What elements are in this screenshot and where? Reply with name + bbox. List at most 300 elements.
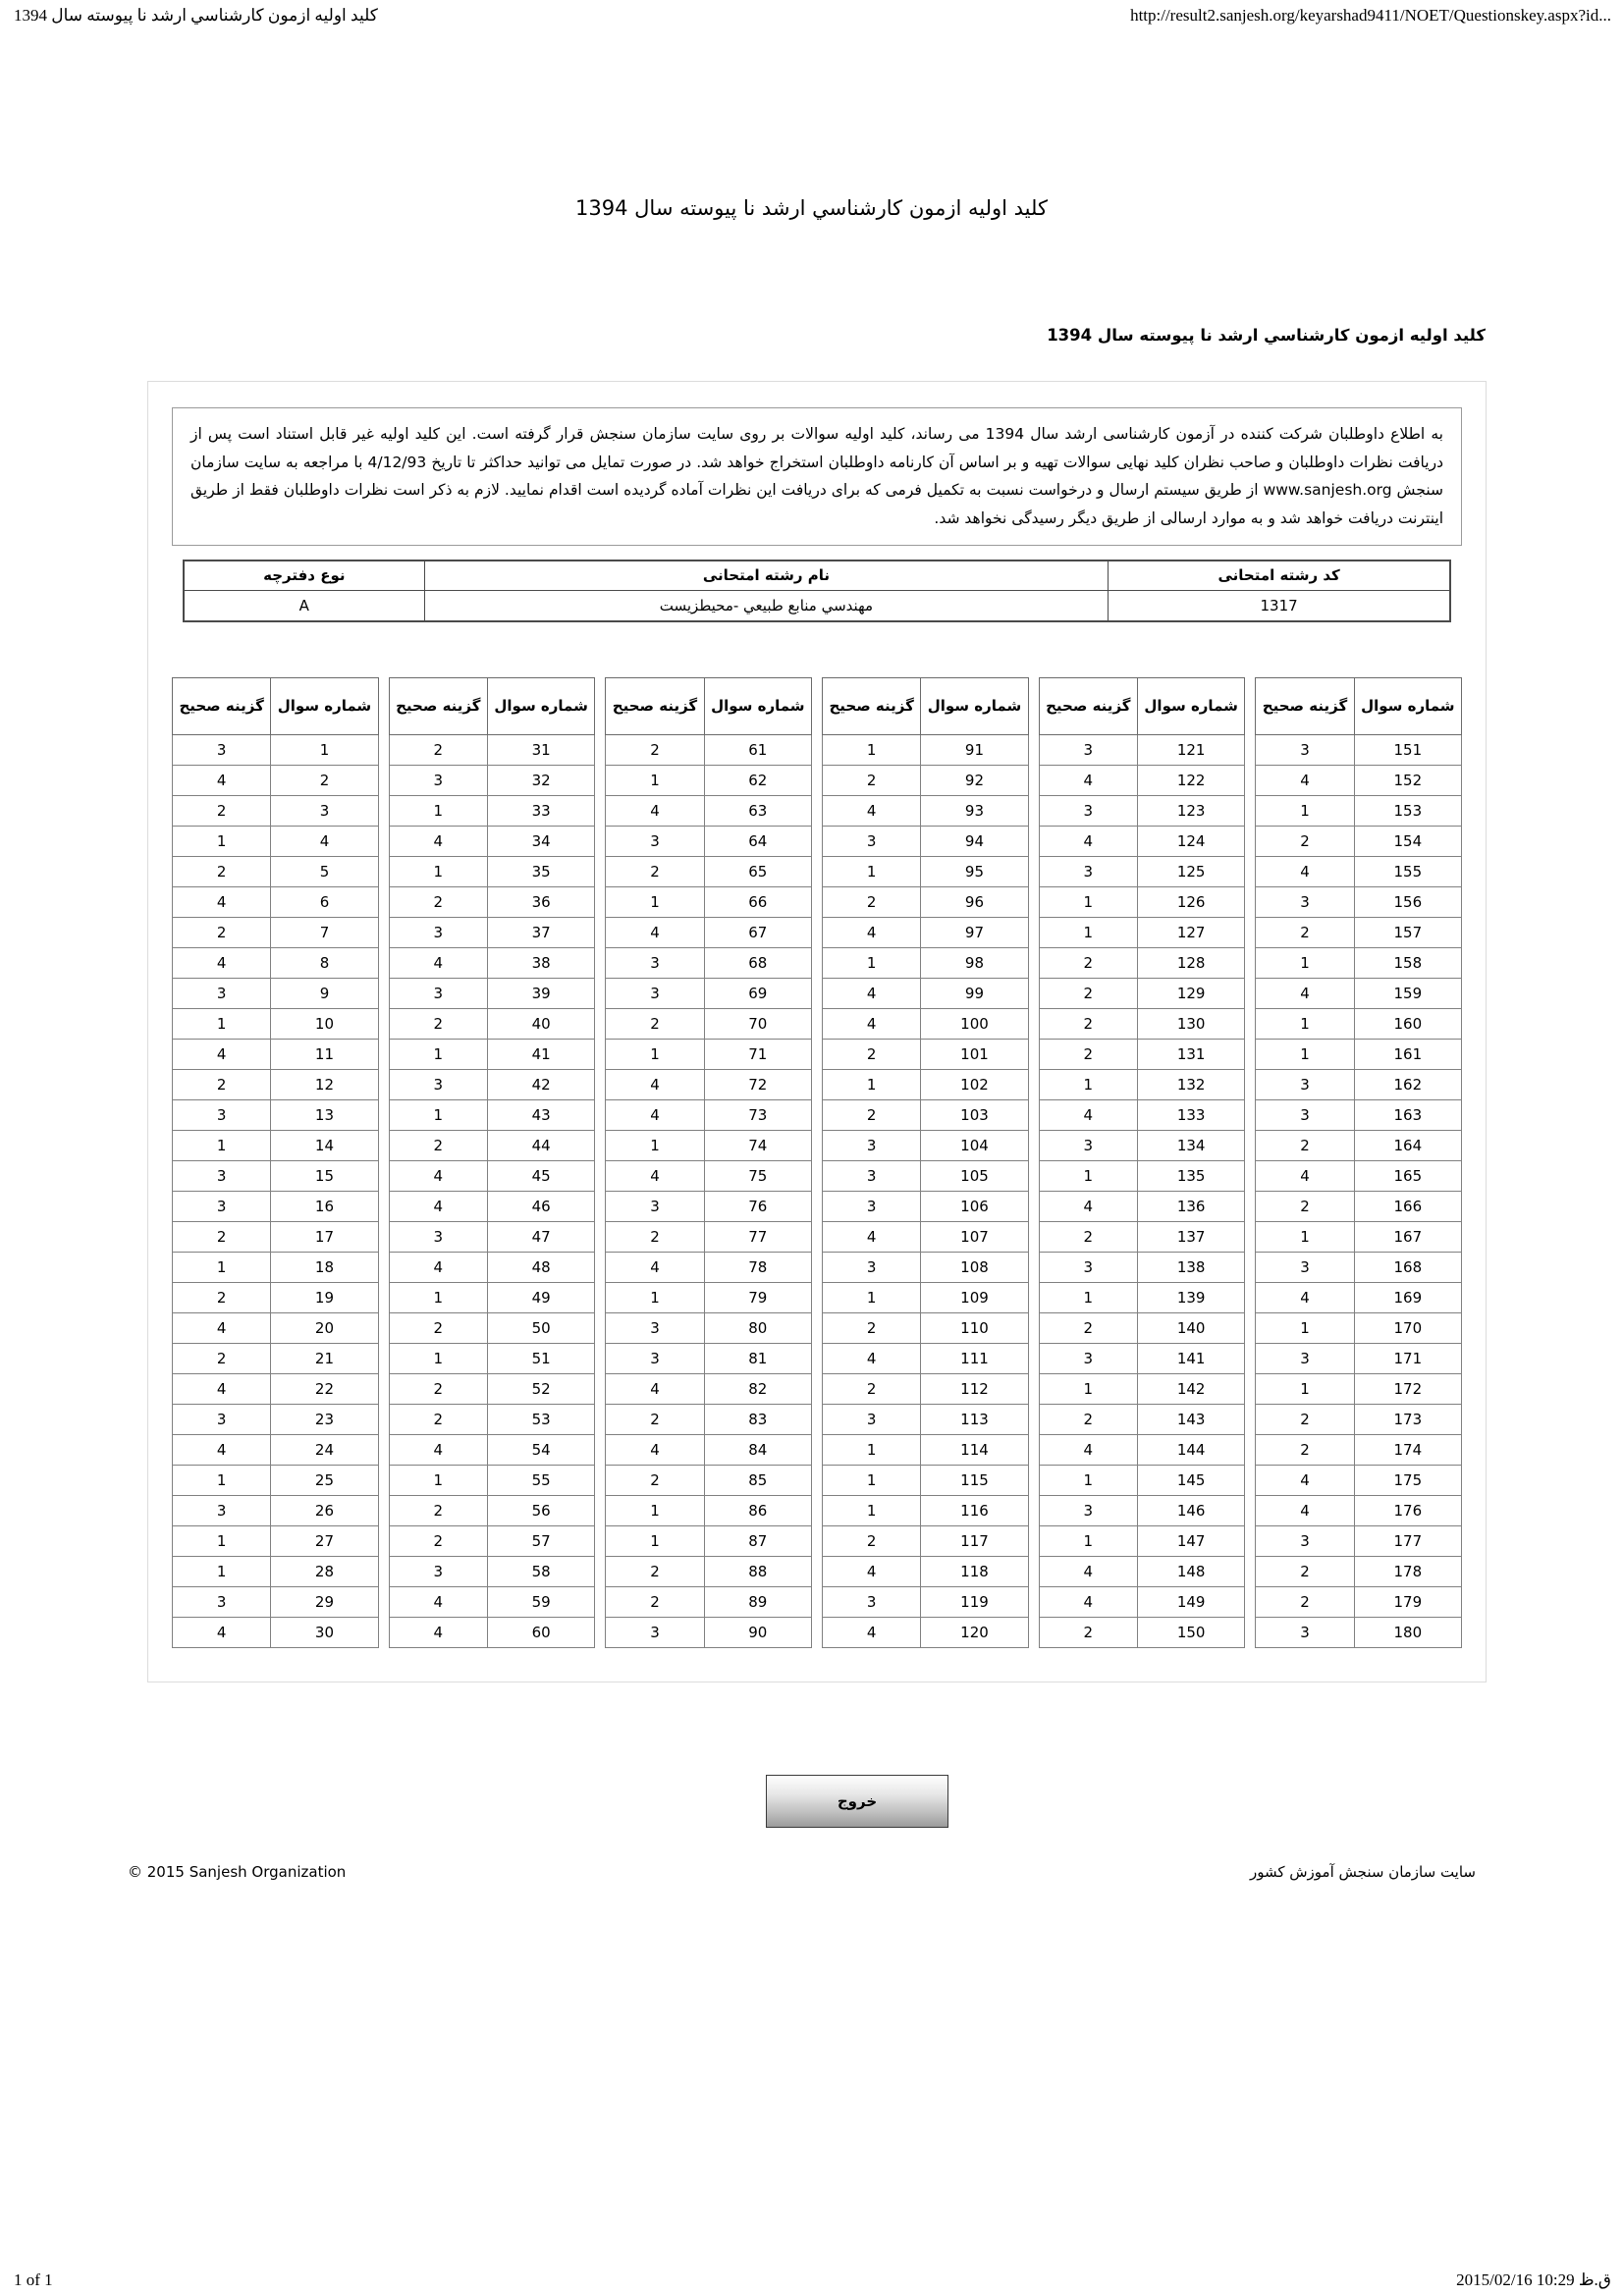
question-number-cell: 148 <box>1137 1556 1244 1586</box>
correct-option-cell: 3 <box>389 1069 487 1099</box>
answer-row <box>606 765 812 795</box>
correct-option-cell: 4 <box>389 1434 487 1465</box>
answer-row <box>1039 1221 1245 1252</box>
answer-row <box>1256 917 1462 947</box>
correct-option-cell: 3 <box>1256 1617 1354 1647</box>
correct-option-cell: 2 <box>823 765 921 795</box>
question-number-cell: 79 <box>704 1282 811 1312</box>
answer-row <box>823 1039 1029 1069</box>
answer-row <box>823 1312 1029 1343</box>
correct-option-cell: 3 <box>823 1404 921 1434</box>
question-number-cell: 100 <box>921 1008 1028 1039</box>
correct-option-cell: 1 <box>1039 917 1137 947</box>
correct-option-cell: 2 <box>1256 826 1354 856</box>
correct-option-cell: 1 <box>606 1525 704 1556</box>
exit-button[interactable]: خروج <box>766 1775 948 1828</box>
question-number-cell: 51 <box>487 1343 594 1373</box>
correct-option-cell: 2 <box>606 856 704 886</box>
question-number-cell: 23 <box>271 1404 378 1434</box>
question-number-cell: 109 <box>921 1282 1028 1312</box>
answer-row <box>606 1039 812 1069</box>
answer-row <box>1256 1495 1462 1525</box>
correct-option-cell: 2 <box>1039 1039 1137 1069</box>
question-number-cell: 171 <box>1354 1343 1461 1373</box>
correct-option-cell: 4 <box>1039 1586 1137 1617</box>
question-number-cell: 7 <box>271 917 378 947</box>
answer-row <box>1256 1373 1462 1404</box>
question-number-cell: 32 <box>487 765 594 795</box>
question-number-cell: 102 <box>921 1069 1028 1099</box>
answer-row <box>606 1099 812 1130</box>
answer-row <box>173 1191 379 1221</box>
question-number-cell: 34 <box>487 826 594 856</box>
question-number-cell: 137 <box>1137 1221 1244 1252</box>
question-number-cell: 114 <box>921 1434 1028 1465</box>
correct-option-cell: 4 <box>1256 1282 1354 1312</box>
correct-option-cell: 3 <box>606 1191 704 1221</box>
answer-row <box>389 886 595 917</box>
correct-option-header: گزینه صحیح <box>173 677 271 734</box>
question-number-cell: 25 <box>271 1465 378 1495</box>
correct-option-cell: 1 <box>1039 1069 1137 1099</box>
answer-row <box>173 1312 379 1343</box>
question-number-cell: 36 <box>487 886 594 917</box>
question-number-cell: 73 <box>704 1099 811 1130</box>
question-number-cell: 151 <box>1354 734 1461 765</box>
question-number-cell: 105 <box>921 1160 1028 1191</box>
question-number-cell: 170 <box>1354 1312 1461 1343</box>
correct-option-cell: 3 <box>1039 856 1137 886</box>
answer-row <box>173 1130 379 1160</box>
answer-row <box>173 1556 379 1586</box>
correct-option-cell: 2 <box>606 1404 704 1434</box>
correct-option-cell: 4 <box>1039 1099 1137 1130</box>
answer-row <box>389 1343 595 1373</box>
question-number-cell: 113 <box>921 1404 1028 1434</box>
correct-option-cell: 3 <box>1039 1343 1137 1373</box>
correct-option-cell: 3 <box>823 1130 921 1160</box>
question-number-cell: 31 <box>487 734 594 765</box>
answer-row <box>1256 947 1462 978</box>
question-number-cell: 153 <box>1354 795 1461 826</box>
question-number-cell: 168 <box>1354 1252 1461 1282</box>
print-timestamp: 2015/02/16 10:29 ق.ظ <box>1456 2270 1611 2289</box>
answer-row <box>606 1617 812 1647</box>
question-number-cell: 108 <box>921 1252 1028 1282</box>
answer-row <box>1039 1069 1245 1099</box>
question-number-cell: 162 <box>1354 1069 1461 1099</box>
question-number-header: شماره سوال <box>271 677 378 734</box>
correct-option-cell: 1 <box>823 1069 921 1099</box>
answer-row <box>173 1099 379 1130</box>
correct-option-cell: 4 <box>823 917 921 947</box>
answer-row <box>1039 1617 1245 1647</box>
answer-row <box>1256 1525 1462 1556</box>
answer-row <box>606 826 812 856</box>
answer-row <box>1256 1617 1462 1647</box>
question-number-cell: 2 <box>271 765 378 795</box>
answer-row <box>1039 734 1245 765</box>
answer-row <box>606 1404 812 1434</box>
answer-row <box>1256 1221 1462 1252</box>
correct-option-cell: 2 <box>606 1586 704 1617</box>
question-number-cell: 63 <box>704 795 811 826</box>
answer-row <box>823 734 1029 765</box>
answer-key-tables <box>172 677 1462 1648</box>
answer-row <box>1039 795 1245 826</box>
answer-row <box>606 1282 812 1312</box>
exam-code-value: 1317 <box>1109 591 1450 621</box>
correct-option-header: گزینه صحیح <box>389 677 487 734</box>
correct-option-cell: 2 <box>1039 1617 1137 1647</box>
correct-option-cell: 1 <box>173 1465 271 1495</box>
correct-option-cell: 4 <box>823 1617 921 1647</box>
correct-option-cell: 1 <box>1039 1160 1137 1191</box>
question-number-cell: 177 <box>1354 1525 1461 1556</box>
correct-option-cell: 3 <box>173 1191 271 1221</box>
question-number-cell: 61 <box>704 734 811 765</box>
correct-option-cell: 4 <box>173 1373 271 1404</box>
question-number-cell: 119 <box>921 1586 1028 1617</box>
correct-option-cell: 4 <box>173 1039 271 1069</box>
print-footer <box>14 2270 1611 2290</box>
question-number-cell: 143 <box>1137 1404 1244 1434</box>
question-number-cell: 129 <box>1137 978 1244 1008</box>
correct-option-cell: 4 <box>823 1556 921 1586</box>
answer-row <box>1256 1008 1462 1039</box>
correct-option-cell: 1 <box>1039 886 1137 917</box>
answer-row <box>1256 1160 1462 1191</box>
question-number-cell: 22 <box>271 1373 378 1404</box>
question-number-cell: 54 <box>487 1434 594 1465</box>
correct-option-cell: 2 <box>173 795 271 826</box>
question-number-cell: 115 <box>921 1465 1028 1495</box>
correct-option-cell: 2 <box>823 1312 921 1343</box>
question-number-cell: 84 <box>704 1434 811 1465</box>
answer-row <box>173 978 379 1008</box>
answer-row <box>173 1039 379 1069</box>
correct-option-cell: 3 <box>823 1191 921 1221</box>
answer-row <box>1039 1312 1245 1343</box>
answer-row <box>389 1617 595 1647</box>
page-title: کلید اولیه ازمون کارشناسي ارشد نا پیوسته سال 1394 <box>575 196 1048 220</box>
correct-option-cell: 2 <box>389 1373 487 1404</box>
correct-option-cell: 2 <box>1256 917 1354 947</box>
correct-option-cell: 4 <box>606 1160 704 1191</box>
correct-option-cell: 3 <box>823 1160 921 1191</box>
correct-option-cell: 1 <box>606 1495 704 1525</box>
answer-row <box>173 1343 379 1373</box>
answer-row <box>173 1069 379 1099</box>
correct-option-header: گزینه صحیح <box>1039 677 1137 734</box>
answer-row <box>1039 1525 1245 1556</box>
correct-option-cell: 2 <box>823 1373 921 1404</box>
correct-option-cell: 1 <box>389 1039 487 1069</box>
question-number-cell: 165 <box>1354 1160 1461 1191</box>
question-number-cell: 134 <box>1137 1130 1244 1160</box>
question-number-cell: 62 <box>704 765 811 795</box>
question-number-cell: 132 <box>1137 1069 1244 1099</box>
question-number-cell: 152 <box>1354 765 1461 795</box>
correct-option-cell: 1 <box>1256 1373 1354 1404</box>
copyright-text: © 2015 Sanjesh Organization <box>128 1863 347 1881</box>
question-number-cell: 121 <box>1137 734 1244 765</box>
answer-row <box>606 795 812 826</box>
correct-option-cell: 3 <box>823 1252 921 1282</box>
correct-option-cell: 3 <box>1256 886 1354 917</box>
answer-row <box>606 856 812 886</box>
print-header <box>14 6 1611 26</box>
correct-option-cell: 3 <box>1256 1343 1354 1373</box>
correct-option-cell: 2 <box>606 734 704 765</box>
answer-row <box>1256 1586 1462 1617</box>
answer-row <box>1256 826 1462 856</box>
correct-option-cell: 4 <box>389 1191 487 1221</box>
question-number-cell: 47 <box>487 1221 594 1252</box>
question-number-cell: 77 <box>704 1221 811 1252</box>
question-number-cell: 81 <box>704 1343 811 1373</box>
question-number-cell: 160 <box>1354 1008 1461 1039</box>
correct-option-cell: 4 <box>606 1373 704 1404</box>
question-number-cell: 39 <box>487 978 594 1008</box>
correct-option-cell: 3 <box>1039 795 1137 826</box>
correct-option-cell: 4 <box>173 886 271 917</box>
question-number-cell: 95 <box>921 856 1028 886</box>
print-header-title: کلید اولیه ازمون کارشناسي ارشد نا پیوسته سال 1394 <box>14 6 378 25</box>
question-number-cell: 93 <box>921 795 1028 826</box>
question-number-cell: 5 <box>271 856 378 886</box>
question-number-cell: 139 <box>1137 1282 1244 1312</box>
question-number-cell: 145 <box>1137 1465 1244 1495</box>
question-number-cell: 125 <box>1137 856 1244 886</box>
exam-name-value: مهندسي منابع طبيعي -محيطزيست <box>424 591 1109 621</box>
correct-option-cell: 1 <box>1256 795 1354 826</box>
answer-row <box>823 1465 1029 1495</box>
answer-row <box>389 917 595 947</box>
answer-row <box>1256 1434 1462 1465</box>
question-number-cell: 59 <box>487 1586 594 1617</box>
correct-option-cell: 3 <box>389 1221 487 1252</box>
answer-row <box>606 1008 812 1039</box>
correct-option-cell: 4 <box>823 795 921 826</box>
correct-option-cell: 2 <box>1256 1130 1354 1160</box>
question-number-cell: 146 <box>1137 1495 1244 1525</box>
answer-row <box>606 978 812 1008</box>
correct-option-cell: 1 <box>823 734 921 765</box>
page-number: 1 of 1 <box>14 2270 53 2289</box>
answer-row <box>1039 1130 1245 1160</box>
answer-row <box>389 826 595 856</box>
question-number-cell: 175 <box>1354 1465 1461 1495</box>
question-number-cell: 43 <box>487 1099 594 1130</box>
correct-option-cell: 2 <box>173 1221 271 1252</box>
answer-row <box>1256 1465 1462 1495</box>
answer-row <box>1039 856 1245 886</box>
question-number-cell: 16 <box>271 1191 378 1221</box>
correct-option-cell: 2 <box>606 1465 704 1495</box>
correct-option-cell: 3 <box>1256 1069 1354 1099</box>
answer-row <box>389 1130 595 1160</box>
correct-option-cell: 3 <box>1039 1252 1137 1282</box>
answer-row <box>606 1069 812 1099</box>
answer-row <box>389 947 595 978</box>
correct-option-cell: 2 <box>1256 1404 1354 1434</box>
question-number-cell: 142 <box>1137 1373 1244 1404</box>
answer-row <box>606 1191 812 1221</box>
answer-row <box>1039 826 1245 856</box>
question-number-cell: 88 <box>704 1556 811 1586</box>
question-number-cell: 128 <box>1137 947 1244 978</box>
correct-option-cell: 4 <box>389 1617 487 1647</box>
answer-table-header-row <box>173 677 379 734</box>
correct-option-cell: 4 <box>389 826 487 856</box>
answer-row <box>389 1282 595 1312</box>
correct-option-cell: 1 <box>1256 1312 1354 1343</box>
question-number-header: شماره سوال <box>1137 677 1244 734</box>
answer-row <box>823 1252 1029 1282</box>
question-number-cell: 131 <box>1137 1039 1244 1069</box>
question-number-header: شماره سوال <box>704 677 811 734</box>
answer-row <box>173 1404 379 1434</box>
correct-option-cell: 2 <box>389 1312 487 1343</box>
answer-row <box>606 1434 812 1465</box>
question-number-cell: 66 <box>704 886 811 917</box>
answer-row <box>1256 856 1462 886</box>
correct-option-cell: 2 <box>389 1404 487 1434</box>
correct-option-cell: 4 <box>173 765 271 795</box>
question-number-cell: 111 <box>921 1343 1028 1373</box>
answer-row <box>606 1343 812 1373</box>
question-number-cell: 33 <box>487 795 594 826</box>
answer-row <box>1039 1586 1245 1617</box>
answer-row <box>823 1495 1029 1525</box>
correct-option-cell: 4 <box>823 1008 921 1039</box>
answer-row <box>1256 1556 1462 1586</box>
answer-row <box>1039 886 1245 917</box>
correct-option-cell: 4 <box>606 1252 704 1282</box>
answer-row <box>1039 1343 1245 1373</box>
correct-option-cell: 1 <box>823 947 921 978</box>
question-number-cell: 19 <box>271 1282 378 1312</box>
correct-option-cell: 3 <box>606 947 704 978</box>
correct-option-cell: 4 <box>606 1099 704 1130</box>
print-header-url: http://result2.sanjesh.org/keyarshad9411/NOET/Questionskey.aspx?id... <box>1130 6 1611 25</box>
answer-row <box>173 1008 379 1039</box>
correct-option-cell: 4 <box>173 1312 271 1343</box>
answer-row <box>1256 795 1462 826</box>
correct-option-header: گزینه صحیح <box>823 677 921 734</box>
correct-option-cell: 3 <box>173 734 271 765</box>
answer-row <box>606 917 812 947</box>
answer-row <box>173 765 379 795</box>
question-number-cell: 52 <box>487 1373 594 1404</box>
question-number-cell: 11 <box>271 1039 378 1069</box>
answer-row <box>389 1221 595 1252</box>
correct-option-cell: 4 <box>389 947 487 978</box>
answer-row <box>389 734 595 765</box>
exam-info-table <box>183 560 1451 622</box>
correct-option-cell: 2 <box>173 1343 271 1373</box>
answer-row <box>606 1556 812 1586</box>
answer-row <box>823 1434 1029 1465</box>
correct-option-cell: 4 <box>1256 856 1354 886</box>
correct-option-cell: 2 <box>1039 1404 1137 1434</box>
question-number-cell: 71 <box>704 1039 811 1069</box>
answer-table-121-150 <box>1039 677 1246 1648</box>
question-number-cell: 24 <box>271 1434 378 1465</box>
question-number-cell: 158 <box>1354 947 1461 978</box>
correct-option-cell: 2 <box>606 1556 704 1586</box>
correct-option-cell: 1 <box>606 1039 704 1069</box>
question-number-cell: 35 <box>487 856 594 886</box>
question-number-cell: 176 <box>1354 1495 1461 1525</box>
question-number-cell: 120 <box>921 1617 1028 1647</box>
question-number-cell: 27 <box>271 1525 378 1556</box>
correct-option-cell: 1 <box>173 826 271 856</box>
correct-option-cell: 1 <box>823 856 921 886</box>
answer-row <box>823 765 1029 795</box>
answer-row <box>823 978 1029 1008</box>
question-number-cell: 161 <box>1354 1039 1461 1069</box>
correct-option-cell: 2 <box>1256 1434 1354 1465</box>
question-number-cell: 4 <box>271 826 378 856</box>
question-number-header: شماره سوال <box>487 677 594 734</box>
correct-option-cell: 4 <box>1039 1191 1137 1221</box>
answer-row <box>823 1130 1029 1160</box>
question-number-cell: 57 <box>487 1525 594 1556</box>
question-number-cell: 26 <box>271 1495 378 1525</box>
correct-option-cell: 1 <box>823 1282 921 1312</box>
correct-option-cell: 3 <box>1256 734 1354 765</box>
correct-option-cell: 1 <box>1039 1525 1137 1556</box>
question-number-cell: 49 <box>487 1282 594 1312</box>
correct-option-cell: 2 <box>823 1039 921 1069</box>
question-number-cell: 144 <box>1137 1434 1244 1465</box>
correct-option-cell: 3 <box>823 826 921 856</box>
question-number-cell: 55 <box>487 1465 594 1495</box>
question-number-cell: 155 <box>1354 856 1461 886</box>
exam-info-header-row <box>184 561 1450 591</box>
question-number-cell: 154 <box>1354 826 1461 856</box>
answer-row <box>389 1008 595 1039</box>
answer-row <box>1039 1434 1245 1465</box>
correct-option-cell: 3 <box>173 1160 271 1191</box>
correct-option-cell: 4 <box>1039 1556 1137 1586</box>
answer-row <box>1039 1404 1245 1434</box>
question-number-cell: 9 <box>271 978 378 1008</box>
question-number-cell: 44 <box>487 1130 594 1160</box>
correct-option-cell: 2 <box>1039 978 1137 1008</box>
question-number-cell: 60 <box>487 1617 594 1647</box>
answer-row <box>389 1039 595 1069</box>
correct-option-cell: 3 <box>1039 1495 1137 1525</box>
answer-row <box>823 947 1029 978</box>
correct-option-cell: 1 <box>389 1099 487 1130</box>
question-number-cell: 56 <box>487 1495 594 1525</box>
question-number-cell: 124 <box>1137 826 1244 856</box>
question-number-cell: 72 <box>704 1069 811 1099</box>
answer-table-header-row <box>823 677 1029 734</box>
correct-option-cell: 3 <box>173 1495 271 1525</box>
content-panel <box>147 381 1487 1682</box>
answer-row <box>1039 1039 1245 1069</box>
answer-row <box>1039 947 1245 978</box>
correct-option-cell: 1 <box>173 1130 271 1160</box>
answer-row <box>606 1465 812 1495</box>
question-number-cell: 167 <box>1354 1221 1461 1252</box>
correct-option-cell: 3 <box>823 1586 921 1617</box>
question-number-cell: 67 <box>704 917 811 947</box>
